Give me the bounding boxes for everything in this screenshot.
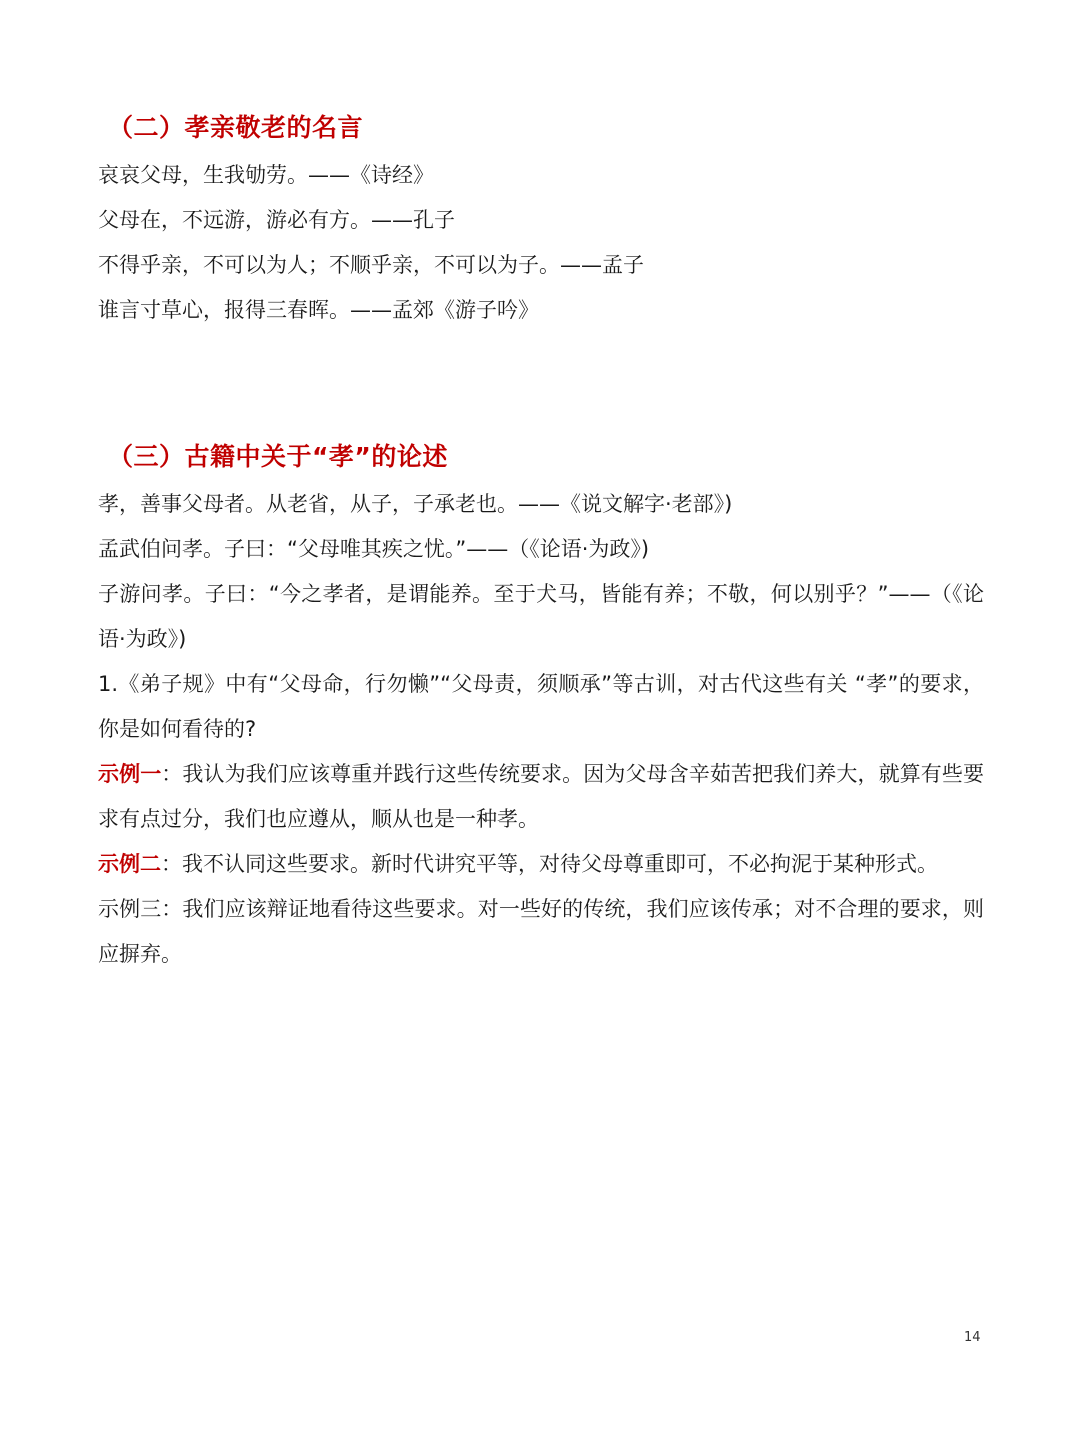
discussion-question: 1.《弟子规》中有“父母命，行勿懒”“父母责，须顺承”等古训，对古代这些有关 “孝”的要求，你是如何看待的? [98, 672, 984, 741]
example-answer-2 [98, 842, 984, 887]
page-number: 14 [964, 1330, 981, 1345]
classic-quote-line: 孝，善事父母者。从老省，从子，子承老也。——《说文解字·老部》) [98, 492, 733, 516]
quote-line: 不得乎亲，不可以为人；不顺乎亲，不可以为子。——孟子 [98, 253, 644, 277]
section-2-heading: （二）孝亲敬老的名言 [108, 113, 364, 142]
quote-line: 哀哀父母，生我劬劳。——《诗经》 [98, 163, 434, 187]
section-3-heading: （三）古籍中关于“孝”的论述 [108, 442, 448, 471]
example-label: 示例一 [98, 762, 162, 786]
example-label: 示例二 [98, 852, 161, 876]
quote-line: 父母在，不远游，游必有方。——孔子 [98, 208, 455, 232]
example-text: 示例三：我们应该辩证地看待这些要求。对一些好的传统，我们应该传承；对不合理的要求，则应摒弃。 [98, 897, 984, 966]
example-text: ：我不认同这些要求。新时代讲究平等，对待父母尊重即可，不必拘泥于某种形式。 [161, 852, 938, 876]
example-answer-3 [98, 887, 984, 977]
page-content [98, 108, 984, 977]
classic-quote-line: 孟武伯问孝。子曰：“父母唯其疾之忧。”——（《论语·为政》) [98, 537, 650, 561]
example-text: ：我认为我们应该尊重并践行这些传统要求。因为父母含辛茹苦把我们养大，就算有些要求有点过分，我们也应遵从，顺从也是一种孝。 [98, 762, 985, 831]
classic-quote-paragraph: 子游问孝。子曰：“今之孝者，是谓能养。至于犬马，皆能有养；不敬，何以别乎？”——（《论语·为政》) [98, 582, 984, 651]
section-spacer [98, 333, 984, 437]
quote-line: 谁言寸草心，报得三春晖。——孟郊《游子吟》 [98, 298, 539, 322]
example-answer-1 [98, 752, 984, 842]
